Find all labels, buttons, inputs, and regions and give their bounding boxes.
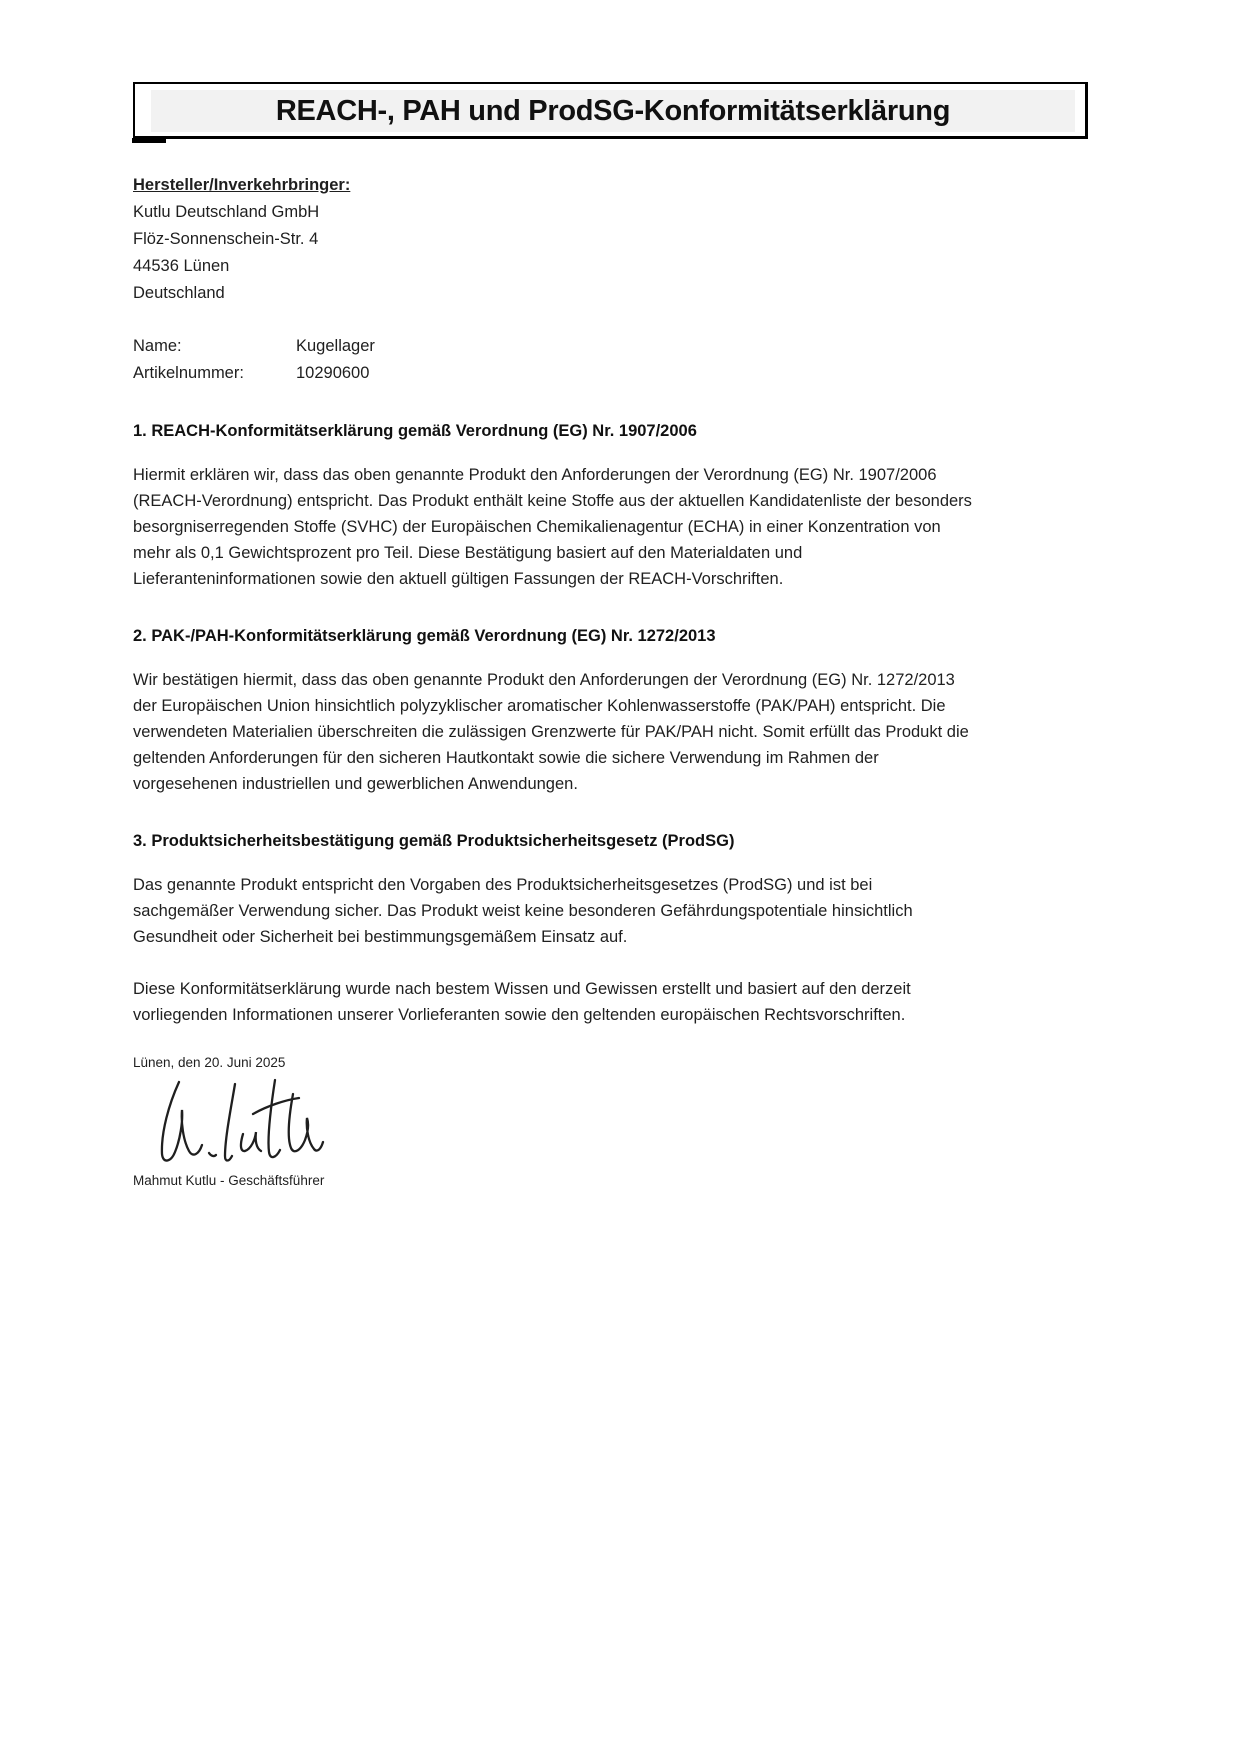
product-name-row	[133, 333, 975, 360]
signature-image	[147, 1074, 325, 1170]
product-name-value: Kugellager	[296, 337, 375, 355]
product-info	[133, 333, 975, 387]
manufacturer-country: Deutschland	[133, 284, 225, 302]
article-number-label: Artikelnummer:	[133, 364, 244, 382]
section-3-heading: 3. Produktsicherheitsbestätigung gemäß Produktsicherheitsgesetz (ProdSG)	[133, 832, 735, 850]
section-1-body: Hiermit erklären wir, dass das oben genannte Produkt den Anforderungen der Verordnung (EG) Nr. 1907/2006 (REACH-Verordnung) entspricht. Das Produkt enthält keine Stoffe aus der aktuellen Kandidatenliste der besonders besorgniserregenden Stoffe (SVHC) der Europäischen Chemikalienagentur (ECHA) in einer Konzentration von mehr als 0,1 Gewichtsprozent pro Teil. Diese Bestätigung basiert auf den Materialdaten und Lieferanteninformationen sowie den aktuell gültigen Fassungen der REACH-Vorschriften.	[133, 466, 972, 588]
date-line: Lünen, den 20. Juni 2025	[133, 1055, 286, 1070]
section-3-body: Das genannte Produkt entspricht den Vorgaben des Produktsicherheitsgesetzes (ProdSG) und ist bei sachgemäßer Verwendung sicher. Das Produkt weist keine besonderen Gefährdungspotentiale hinsichtlich Gesundheit oder Sicherheit bei bestimmungsgemäßem Einsatz auf.	[133, 876, 913, 946]
section-2-body: Wir bestätigen hiermit, dass das oben genannte Produkt den Anforderungen der Verordnung (EG) Nr. 1272/2013 der Europäischen Union hinsichtlich polyzyklischer aromatischer Kohlenwasserstoffe (PAK/PAH) entspricht. Die verwendeten Materialien überschreiten die zulässigen Grenzwerte für PAK/PAH nicht. Somit erfüllt das Produkt die geltenden Anforderungen für den sicheren Hautkontakt sowie die sichere Verwendung im Rahmen der vorgesehenen industriellen und gewerblichen Anwendungen.	[133, 671, 969, 793]
manufacturer-company: Kutlu Deutschland GmbH	[133, 203, 320, 221]
section-2-heading: 2. PAK-/PAH-Konformitätserklärung gemäß Verordnung (EG) Nr. 1272/2013	[133, 627, 716, 645]
title-box	[133, 82, 1088, 139]
article-number-value: 10290600	[296, 364, 370, 382]
manufacturer-heading: Hersteller/Inverkehrbringer:	[133, 176, 351, 194]
page-title: REACH-, PAH und ProdSG-Konformitätserklärung	[151, 90, 1075, 132]
document-body	[133, 172, 975, 1190]
signer-name: Mahmut Kutlu - Geschäftsführer	[133, 1173, 325, 1188]
section-1-heading: 1. REACH-Konformitätserklärung gemäß Verordnung (EG) Nr. 1907/2006	[133, 422, 697, 440]
manufacturer-street: Flöz-Sonnenschein-Str. 4	[133, 230, 319, 248]
article-number-row	[133, 360, 975, 387]
closing-paragraph: Diese Konformitätserklärung wurde nach bestem Wissen und Gewissen erstellt und basiert auf den derzeit vorliegenden Informationen unserer Vorlieferanten sowie den geltenden europäischen Rechtsvorschriften.	[133, 980, 911, 1024]
manufacturer-city: 44536 Lünen	[133, 257, 230, 275]
product-name-label: Name:	[133, 337, 182, 355]
